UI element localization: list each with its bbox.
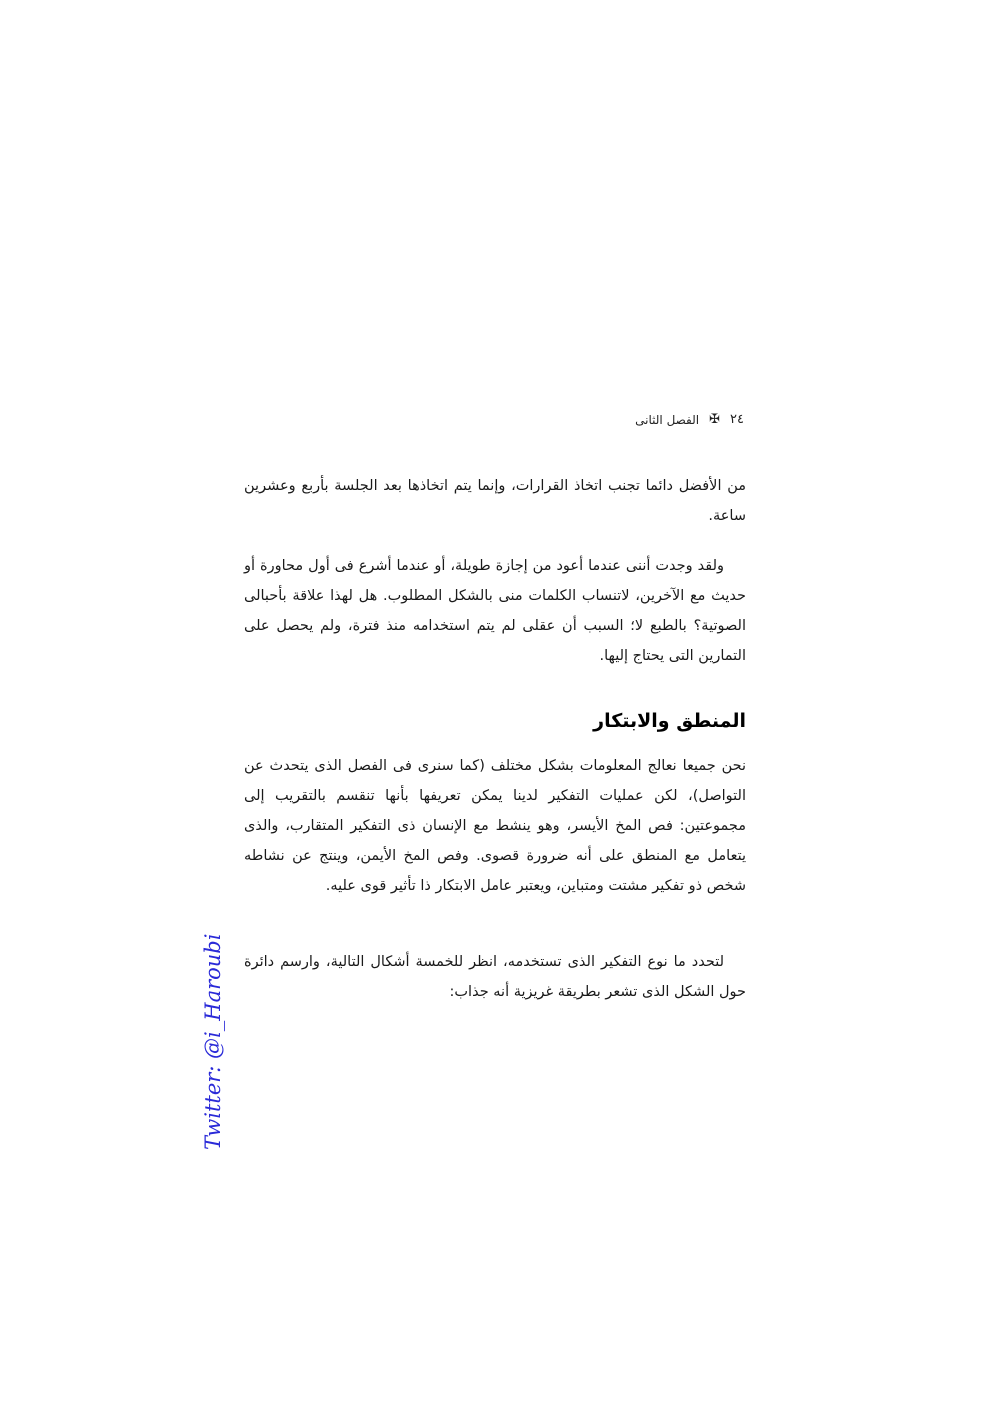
page-number: ٢٤ xyxy=(730,412,744,427)
section-heading: المنطق والابتكار xyxy=(593,709,746,732)
ornament-icon: ✠ xyxy=(709,412,721,427)
paragraph-instructions: لتحدد ما نوع التفكير الذى تستخدمه، انظر للخمسة أشكال التالية، وارسم دائرة حول الشكل الذى تشعر بطريقة غريزية أنه جذاب: xyxy=(244,953,746,1000)
watermark-text: Twitter: @i_Haroubi xyxy=(201,933,225,1150)
chapter-title: الفصل الثانى xyxy=(635,412,700,427)
paragraph-brain-hemispheres: نحن جميعا نعالج المعلومات بشكل مختلف (كما سنرى فى الفصل الذى يتحدث عن التواصل)، لكن عمليات التفكير لدينا يمكن تعريفها بأنها تنقسم بالتقريب إلى مجموعتين: فص المخ الأيسر، وهو ينشط مع الإنسان ذى التفكير المتقارب، والذى يتعامل مع المنطق على أنه ضرورة قصوى. وفص المخ الأيمن، وينتج عن نشاطه شخص ذو تفكير مشتت ومتباين، ويعتبر عامل الابتكار ذا تأثير قوى عليه. xyxy=(244,757,746,894)
paragraph-vacation: ولقد وجدت أننى عندما أعود من إجازة طويلة، أو عندما أشرع فى أول محاورة أو حديث مع الآخرين، لاتنساب الكلمات منى بالشكل المطلوب. هل لهذا علاقة بأحبالى الصوتية؟ بالطبع لا؛ السبب أن عقلى لم يتم استخدامه منذ فترة، ولم يحصل على التمارين التى يحتاج إليها. xyxy=(244,557,746,664)
running-header xyxy=(635,412,744,427)
paragraph-decisions: من الأفضل دائما تجنب اتخاذ القرارات، وإنما يتم اتخاذها بعد الجلسة بأربع وعشرين ساعة. xyxy=(244,477,746,524)
